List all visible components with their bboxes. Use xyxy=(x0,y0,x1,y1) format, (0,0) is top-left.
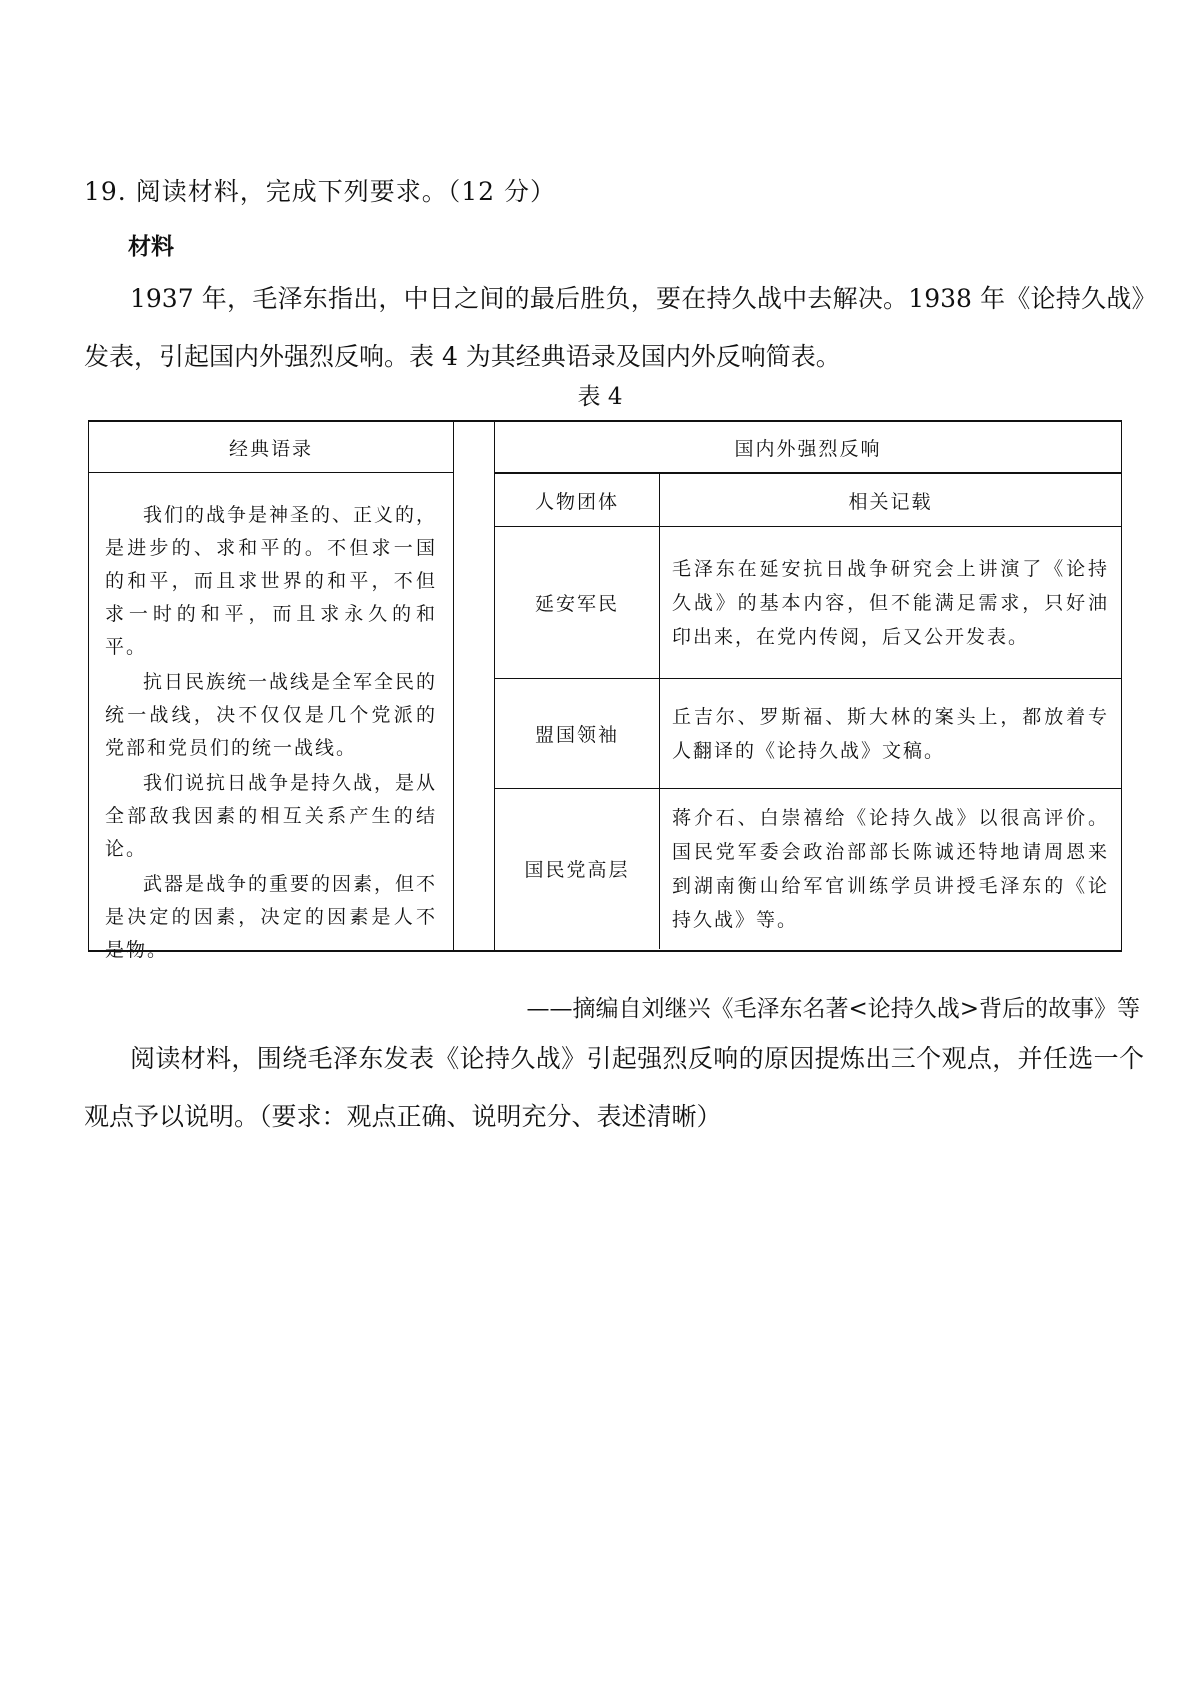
quote-item: 我们说抗日战争是持久战，是从全部敌我因素的相互关系产生的结论。 xyxy=(105,772,438,860)
material-intro: 1937 年，毛泽东指出，中日之间的最后胜负，要在持久战中去解决。1938 年《论持久战》发表，引起国内外强烈反响。表 4 为其经典语录及国内外反响简表。 xyxy=(84,284,1144,371)
quotes-column xyxy=(89,422,453,961)
record-cell: 蒋介石、白崇禧给《论持久战》以很高评价。国民党军委会政治部部长陈诚还特地请周恩来到湖南衡山给军官训练学员讲授毛泽东的《论持久战》等。 xyxy=(660,789,1122,949)
reactions-column xyxy=(495,422,1121,950)
quote-item: 我们的战争是神圣的、正义的，是进步的、求和平的。不但求一国的和平，而且求世界的和平，不但求一时的和平，而且求永久的和平。 xyxy=(105,504,438,658)
column-divider xyxy=(453,422,495,950)
record-column-header: 相关记载 xyxy=(660,474,1122,527)
quote-item: 武器是战争的重要的因素，但不是决定的因素，决定的因素是人不是物。 xyxy=(105,873,438,961)
question-title: 19. 阅读材料，完成下列要求。（12 分） xyxy=(84,177,556,206)
quote-item: 抗日民族统一战线是全军全民的统一战线，决不仅仅是几个党派的党部和党员们的统一战线。 xyxy=(105,671,438,759)
reactions-table xyxy=(495,473,1121,949)
table-row xyxy=(495,527,1121,679)
group-cell: 延安军民 xyxy=(495,527,660,679)
group-column-header: 人物团体 xyxy=(495,474,660,527)
reactions-header: 国内外强烈反响 xyxy=(495,422,1121,473)
reference-table xyxy=(88,420,1122,961)
task-prompt: 阅读材料，围绕毛泽东发表《论持久战》引起强烈反响的原因提炼出三个观点，并任选一个观点予以说明。（要求：观点正确、说明充分、表述清晰） xyxy=(84,1044,1144,1131)
group-cell: 国民党高层 xyxy=(495,789,660,949)
quotes-header: 经典语录 xyxy=(89,422,453,473)
group-cell: 盟国领袖 xyxy=(495,679,660,789)
record-cell: 丘吉尔、罗斯福、斯大林的案头上，都放着专人翻译的《论持久战》文稿。 xyxy=(660,679,1122,789)
table-row xyxy=(495,679,1121,789)
record-cell: 毛泽东在延安抗日战争研究会上讲演了《论持久战》的基本内容，但不能满足需求，只好油印出来，在党内传阅，后又公开发表。 xyxy=(660,527,1122,679)
quotes-body xyxy=(89,473,453,967)
material-label: 材料 xyxy=(128,233,174,260)
source-citation: ——摘编自刘继兴《毛泽东名著<论持久战>背后的故事》等 xyxy=(526,996,1140,1022)
table-row xyxy=(495,789,1121,949)
table-caption: 表 4 xyxy=(577,384,623,410)
